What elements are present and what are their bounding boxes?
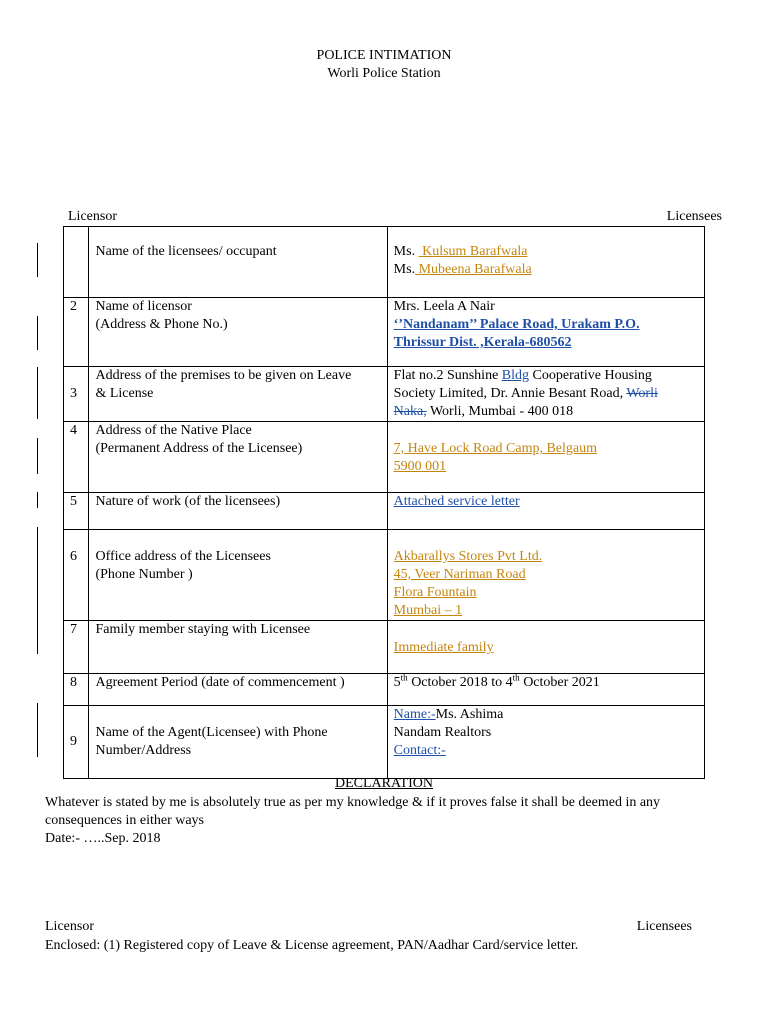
row-value	[387, 227, 704, 298]
intimation-table	[63, 226, 705, 779]
row-number: 6	[64, 530, 89, 621]
label-line: (Phone Number )	[95, 567, 193, 582]
change-bar	[37, 316, 38, 350]
row-label	[89, 493, 387, 530]
table-row	[64, 422, 705, 493]
table-row	[64, 493, 705, 530]
licensor-name: Mrs. Leela A Nair	[393, 299, 495, 314]
declaration-date: Date:- …..Sep. 2018	[45, 831, 161, 846]
row-label	[89, 227, 387, 298]
licensor-address: ‘’Nandanam’’ Palace Road, Urakam P.O.	[393, 317, 640, 332]
agent-name-label: Name:-	[393, 707, 436, 722]
premises-text: Cooperative Housing	[532, 368, 652, 383]
label-line: Address of the Native Place	[95, 423, 252, 438]
row-label	[89, 621, 387, 674]
native-address: 5900 001	[393, 459, 447, 474]
change-bar	[37, 527, 38, 654]
enclosed-note: Enclosed: (1) Registered copy of Leave & License agreement, PAN/Aadhar Card/service letter.	[45, 938, 579, 953]
premises-text: Flat no.2 Sunshine	[393, 368, 499, 383]
change-bar	[37, 492, 38, 508]
change-bar	[37, 703, 38, 757]
office-address: Flora Fountain	[393, 585, 477, 600]
inserted-text: Bldg	[501, 368, 530, 383]
occupant-prefix: Ms.	[393, 244, 416, 259]
label-line: Family member staying with Licensee	[95, 622, 311, 637]
change-bar	[37, 367, 38, 419]
table-row	[64, 706, 705, 779]
occupant-name: Mubeena Barafwala	[418, 262, 532, 277]
row-label	[89, 706, 387, 779]
row-number: 2	[64, 298, 89, 367]
row-value	[387, 621, 704, 674]
row-number	[64, 227, 89, 298]
licensor-address: Thrissur Dist. ,Kerala-680562	[393, 335, 572, 350]
change-bar	[37, 243, 38, 277]
row-number: 7	[64, 621, 89, 674]
row-label	[89, 298, 387, 367]
family-member: Immediate family	[393, 640, 494, 655]
row-value	[387, 298, 704, 367]
row-number: 5	[64, 493, 89, 530]
agent-contact-label: Contact:-	[393, 743, 446, 758]
label-line: & License	[95, 386, 154, 401]
declaration-text: consequences in either ways	[45, 813, 204, 828]
agent-company: Nandam Realtors	[393, 725, 492, 740]
label-line: Nature of work (of the licensees)	[95, 494, 281, 509]
label-line: Name of the Agent(Licensee) with Phone	[95, 725, 328, 740]
row-value	[387, 367, 704, 422]
office-address: Akbarallys Stores Pvt Ltd.	[393, 549, 543, 564]
table-row	[64, 227, 705, 298]
row-value	[387, 493, 704, 530]
office-address: Mumbai – 1	[393, 603, 463, 618]
label-line: Agreement Period (date of commencement )	[95, 675, 345, 690]
occupant-prefix: Ms.	[393, 262, 416, 277]
row-value	[387, 530, 704, 621]
row-label	[89, 530, 387, 621]
licensor-label-top: Licensor	[68, 209, 117, 224]
premises-text: Worli, Mumbai - 400 018	[429, 404, 574, 419]
row-number: 9	[64, 706, 89, 779]
label-line: (Address & Phone No.)	[95, 317, 228, 332]
office-address: 45, Veer Nariman Road	[393, 567, 526, 582]
row-value	[387, 422, 704, 493]
document-subtitle: Worli Police Station	[327, 66, 441, 81]
row-number: 8	[64, 674, 89, 706]
label-line: Office address of the Licensees	[95, 549, 271, 564]
native-address: 7, Have Lock Road Camp, Belgaum	[393, 441, 598, 456]
table-row	[64, 367, 705, 422]
row-number: 4	[64, 422, 89, 493]
deleted-text: Naka,	[393, 404, 427, 419]
premises-text: Society Limited, Dr. Annie Besant Road,	[393, 386, 624, 401]
row-label	[89, 674, 387, 706]
label-line: Number/Address	[95, 743, 192, 758]
label-line: Name of the licensees/ occupant	[95, 244, 277, 259]
table-row	[64, 674, 705, 706]
row-number: 3	[64, 367, 89, 422]
licensees-label-top: Licensees	[666, 209, 722, 224]
licensees-signature-label: Licensees	[636, 919, 692, 934]
agreement-period: 5th October 2018 to 4th October 2021	[393, 672, 600, 690]
row-value	[387, 674, 704, 706]
occupant-name: Kulsum Barafwala	[422, 244, 528, 259]
agent-name: Ms. Ashima	[435, 707, 504, 722]
deleted-text: Worli	[626, 386, 658, 401]
table-row	[64, 530, 705, 621]
table-row	[64, 621, 705, 674]
label-line: (Permanent Address of the Licensee)	[95, 441, 303, 456]
row-label	[89, 422, 387, 493]
table-row	[64, 298, 705, 367]
licensor-signature-label: Licensor	[45, 919, 94, 934]
change-bar	[37, 438, 38, 474]
row-label	[89, 367, 387, 422]
row-value	[387, 706, 704, 779]
label-line: Address of the premises to be given on Leave	[95, 368, 352, 383]
document-title: POLICE INTIMATION	[316, 48, 452, 63]
label-line: Name of licensor	[95, 299, 192, 314]
declaration-text: Whatever is stated by me is absolutely true as per my knowledge & if it proves false it shall be deemed in any	[45, 795, 661, 810]
declaration-heading: DECLARATION	[335, 776, 433, 791]
nature-of-work: Attached service letter	[393, 494, 520, 509]
